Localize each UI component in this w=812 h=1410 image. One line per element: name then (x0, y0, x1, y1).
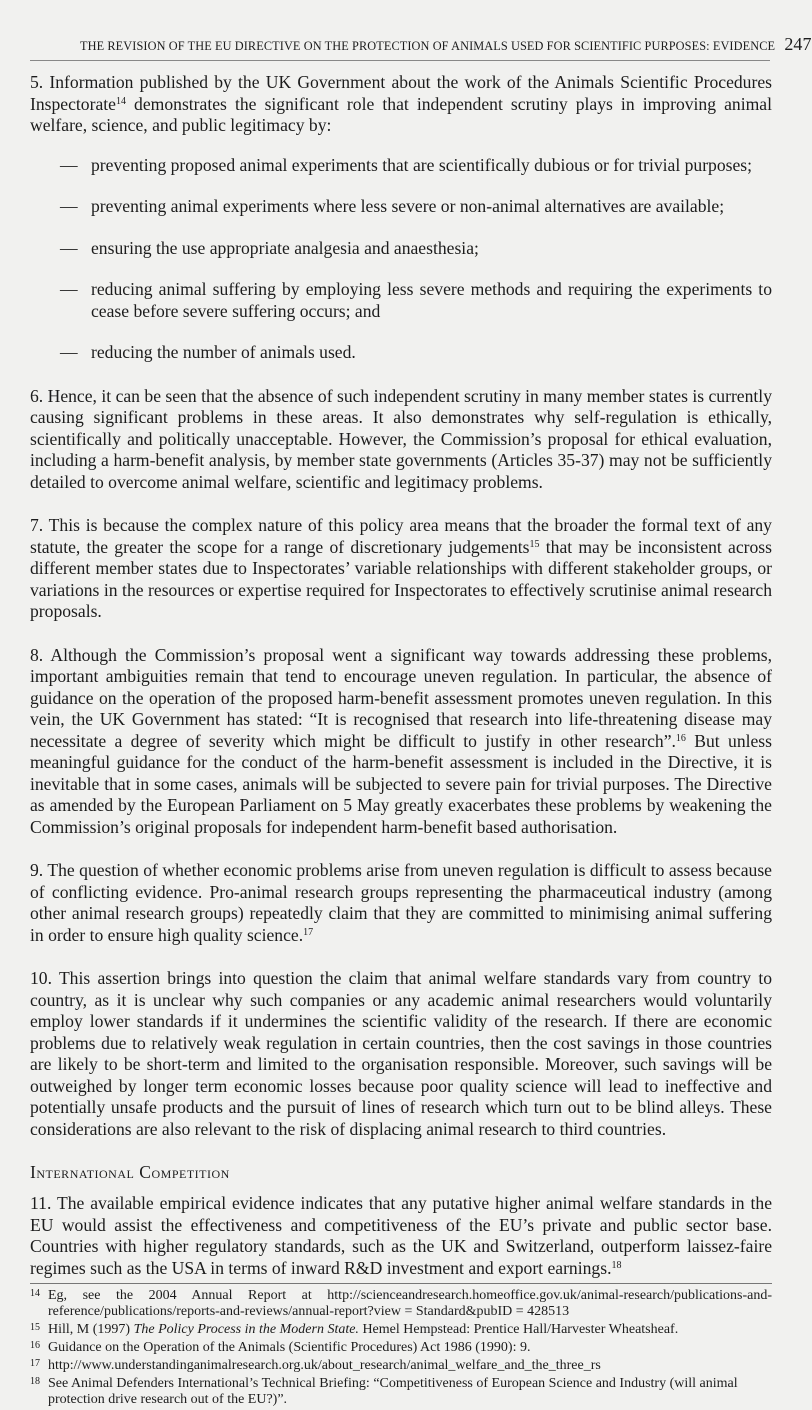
footnote (30, 1340, 772, 1356)
footnote-text (48, 1322, 772, 1338)
paragraph-10 (30, 968, 772, 1140)
paragraph-text: Hence, it can be seen that the absence of such independent scrutiny in many member states is currently causing significant problems in these areas. It also demonstrates why self-regulation is ethically, scientifically and politically unacceptable. However, the Commission’s proposal for ethical evaluation, including a harm-benefit analysis, by member state governments (Articles 35-37) may not be sufficiently detailed to overcome animal welfare, scientific and legitimacy problems. (30, 385, 772, 492)
paragraph-text: This assertion brings into question the claim that animal welfare standards vary from country to country, as it is unclear why such companies or any academic animal researchers would voluntarily employ lower standards if it undermines the scientific validity of the research. If there are economic problems due to relatively weak regulation in certain countries, then the cost savings in those countries are likely to be short-term and limited to the organisation responsible. Moreover, such savings will be outweighed by longer term economic losses because poor quality science will lead to ineffective and potentially unsafe products and the pursuit of lines of research which turn out to be blind alleys. These considerations are also relevant to the risk of displacing animal research to third countries. (30, 968, 772, 1139)
paragraph-6 (30, 386, 772, 494)
footnote-number: 15 (30, 1322, 40, 1333)
list-item (30, 196, 772, 218)
paragraph-number: 11. (30, 1193, 52, 1213)
paragraph-5 (30, 72, 772, 137)
footnote-text-part: Hemel Hempstead: Prentice Hall/Harvester Wheatsheaf. (358, 1322, 679, 1337)
running-header (80, 34, 812, 55)
paragraph-text: The question of whether economic problems arise from uneven regulation is difficult to assess because of conflicting evidence. Pro-animal research groups representing the pharmaceutical industry (among other animal research groups) repeatedly claim that they are committed to minimising animal suffering in order to ensure high quality science. (30, 860, 772, 945)
paragraph-text: The available empirical evidence indicates that any putative higher animal welfare standards in the EU would assist the effectiveness and competitiveness of the EU’s private and public sector base. Countries with higher regulatory standards, such as the UK and Switzerland, outperform laissez-faire regimes such as the USA in terms of inward R&D investment and export earnings. (30, 1193, 772, 1278)
paragraph-number: 7. (30, 515, 44, 535)
book-title: The Policy Process in the Modern State. (133, 1322, 359, 1337)
running-title: THE REVISION OF THE EU DIRECTIVE ON THE PROTECTION OF ANIMALS USED FOR SCIENTIFIC PURPOSES: EVIDENCE (80, 39, 776, 53)
footnote (30, 1358, 772, 1374)
footnote-text: Guidance on the Operation of the Animals (Scientific Procedures) Act 1986 (1990): 9. (48, 1340, 531, 1355)
list-item-text: reducing the number of animals used. (91, 342, 356, 362)
header-rule (30, 60, 770, 61)
footnote-text: See Animal Defenders International’s Technical Briefing: “Competitiveness of European Science and Industry (will animal protection drive research out of the EU?)”. (48, 1376, 738, 1407)
paragraph-text: that may be inconsistent across different member states due to Inspectorates’ variable relationships with different stakeholder groups, or variations in the resources or expertise required for Inspectorates to effectively scrutinise animal research proposals. (30, 536, 772, 621)
footnote-number: 18 (30, 1376, 40, 1387)
paragraph-number: 6. (30, 385, 44, 406)
footnote-ref[interactable]: 17 (303, 926, 314, 938)
bullet-list (30, 155, 772, 364)
paragraph-text: But unless meaningful guidance for the conduct of the harm-benefit assessment is included in the Directive, it is inevitable that in some cases, animals will be subjected to severe pain for trivial purposes. The Directive as amended by the European Parliament on 5 May greatly exacerbates these problems by weakening the Commission’s original proposals for independent harm-benefit based authorisation. (30, 730, 773, 837)
paragraph-8 (30, 645, 772, 839)
footnote-number: 17 (30, 1358, 40, 1369)
paragraph-text: demonstrates the significant role that independent scrutiny plays in improving animal welfare, science, and public legitimacy by: (30, 93, 772, 135)
dash-bullet: — (60, 154, 78, 175)
paragraph-number: 10. (30, 968, 52, 988)
list-item-text: reducing animal suffering by employing less severe methods and requiring the experiments to cease before severe suffering occurs; and (91, 279, 772, 321)
footnotes (30, 1288, 772, 1408)
list-item-text: preventing animal experiments where less severe or non-animal alternatives are available; (91, 196, 725, 216)
footnote-text-part: Hill, M (1997) (48, 1322, 134, 1337)
paragraph-7 (30, 515, 772, 623)
list-item (30, 155, 772, 177)
dash-bullet: — (60, 342, 78, 362)
paragraph-number: 8. (30, 644, 44, 665)
footnote (30, 1288, 772, 1320)
list-item (30, 238, 772, 260)
paragraph-9 (30, 860, 772, 946)
dash-bullet: — (60, 279, 78, 299)
footnote-text (48, 1288, 772, 1320)
footnote-number: 14 (30, 1288, 40, 1299)
footnote-number: 16 (30, 1340, 40, 1351)
dash-bullet: — (60, 237, 78, 258)
footnote-ref[interactable]: 18 (611, 1259, 622, 1271)
list-item-text: preventing proposed animal experiments that are scientifically dubious or for trivial purposes; (91, 154, 753, 175)
footnote-link[interactable]: http://www.understandinganimalresearch.org.uk/about_research/animal_welfare_and_the_three_rs (48, 1358, 601, 1373)
footnote (30, 1376, 772, 1408)
dash-bullet: — (60, 196, 78, 216)
footnote-ref[interactable]: 15 (529, 538, 540, 550)
section-heading: International Competition (30, 1162, 230, 1182)
paragraph-text: Information published by the UK Government about the work of the Animals Scientific Procedures Inspectorate (30, 72, 772, 114)
footnote-link[interactable]: Eg, see the 2004 Annual Report at http://scienceandresearch.homeoffice.gov.uk/animal-research/publications-and-reference/publications/reports-and-reviews/annual-report?view = Standard&pubID = 428513 (48, 1288, 772, 1319)
footnote-divider (30, 1283, 772, 1284)
document-body (30, 72, 772, 1410)
page-number: 247 (784, 34, 812, 54)
footnote-ref[interactable]: 14 (115, 95, 126, 107)
list-item (30, 279, 772, 322)
footnote (30, 1322, 772, 1338)
paragraph-number: 9. (30, 860, 44, 880)
paragraph-number: 5. (30, 72, 44, 92)
paragraph-text: Although the Commission’s proposal went a significant way towards addressing these problems, important ambiguities remain that tend to encourage uneven regulation. In particular, the absence of guidance on the operation of the proposed harm-benefit assessment promotes uneven regulation. In this vein, the UK Government has stated: “It is recognised that research into life-threatening disease may necessitate a degree of severity which might be difficult to justify in other research”. (30, 644, 772, 751)
paragraph-text: This is because the complex nature of this policy area means that the broader the formal text of any statute, the greater the scope for a range of discretionary judgements (30, 515, 772, 557)
footnote-ref[interactable]: 16 (675, 732, 686, 744)
paragraph-11 (30, 1193, 772, 1279)
list-item-text: ensuring the use appropriate analgesia and anaesthesia; (91, 237, 479, 258)
list-item (30, 342, 772, 364)
